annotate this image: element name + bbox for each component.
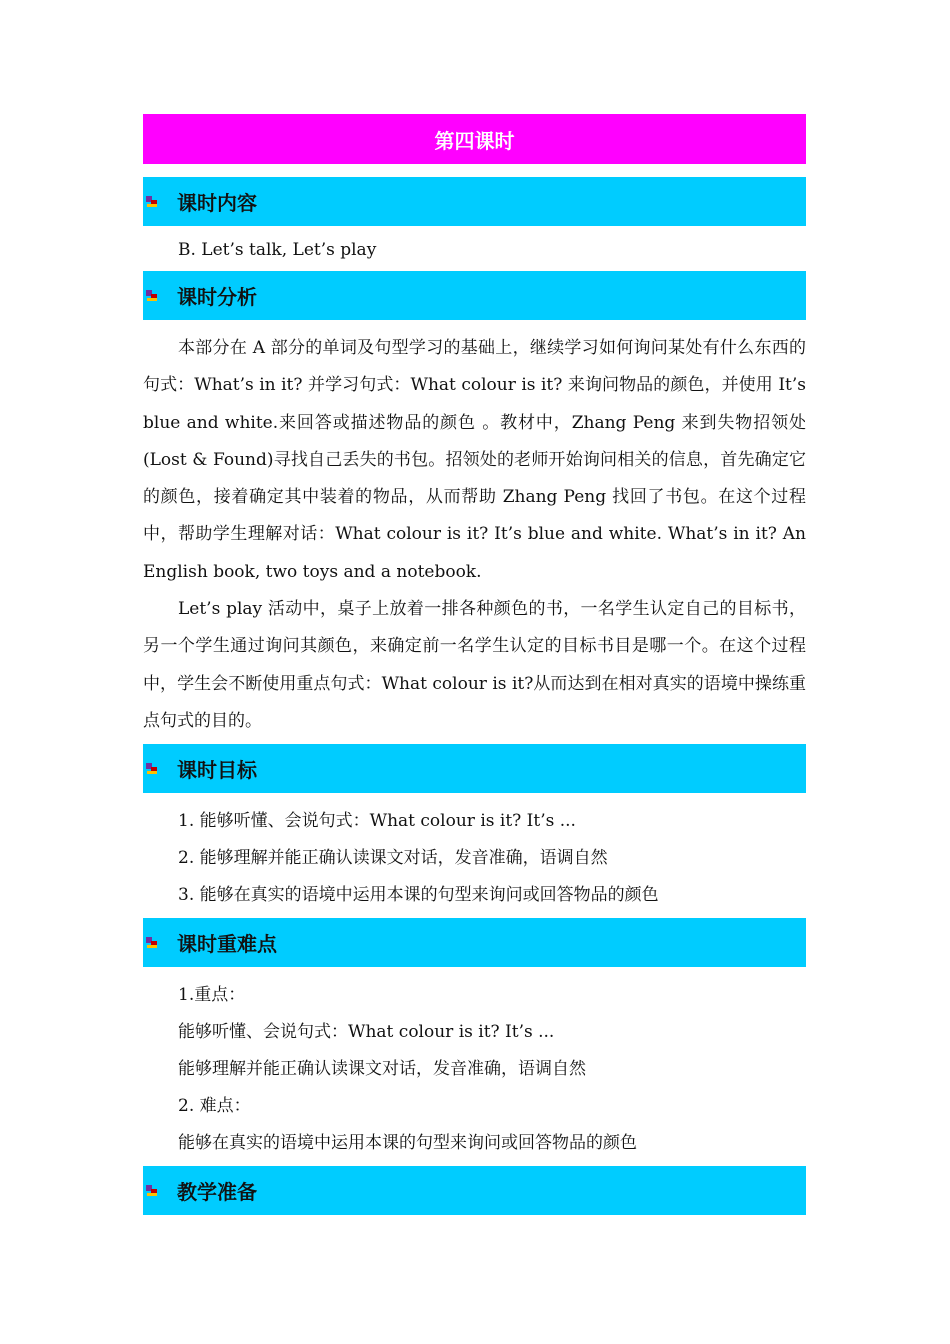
analysis-paragraph: Let’s play 活动中，桌子上放着一排各种颜色的书，一名学生认定自己的目标书，另一个学生通过询问其颜色，来确定前一名学生认定的目标书目是哪一个。在这个过程中，学生会不断使用重点句式：What colour is it?从而达到在相对真实的语境中操练重点句式的目的。: [143, 599, 806, 731]
section-body-goals: [143, 793, 806, 918]
section-heading-preparation: [143, 1166, 806, 1215]
lesson-title: 第四课时: [143, 114, 806, 164]
section-body-content: [143, 226, 806, 271]
section-heading-label: 课时重难点: [177, 932, 277, 957]
section-heading-content: [143, 177, 806, 226]
lesson-plan-page: [143, 114, 806, 1215]
bullet-icon: [145, 195, 159, 209]
bullet-icon: [145, 936, 159, 950]
section-heading-goals: [143, 744, 806, 793]
section-heading-key-points: [143, 918, 806, 967]
content-line: B. Let’s talk, Let’s play: [178, 240, 377, 260]
bullet-icon: [145, 1184, 159, 1198]
key-point-line: 能够听懂、会说句式：What colour is it? It’s ...: [178, 1022, 555, 1043]
section-heading-label: 课时分析: [177, 285, 257, 309]
goal-item: 3. 能够在真实的语境中运用本课的句型来询问或回答物品的颜色: [178, 885, 659, 906]
key-point-line: 1.重点：: [178, 985, 246, 1006]
section-heading-analysis: [143, 271, 806, 320]
section-heading-label: 课时内容: [177, 191, 257, 215]
goal-item: 1. 能够听懂、会说句式：What colour is it? It’s ...: [178, 811, 576, 832]
goal-item: 2. 能够理解并能正确认读课文对话，发音准确，语调自然: [178, 848, 608, 869]
analysis-paragraph: 本部分在 A 部分的单词及句型学习的基础上，继续学习如何询问某处有什么东西的句式：What’s in it? 并学习句式：What colour is it? 来询问物品的颜色，并使用 It’s blue and white.来回答或描述物品的颜色 。教材中，Zhang Peng 来到失物招领处(Lost & Found)寻找自己丢失的书包。招领处的老师开始询问相关的信息，首先确定它的颜色，接着确定其中装着的物品，从而帮助 Zhang Peng 找回了书包。在这个过程中，帮助学生理解对话：What colour is it? It’s blue and white. What’s in it? An English book, two toys and a notebook.: [143, 338, 806, 582]
section-body-key-points: [143, 967, 806, 1166]
key-point-line: 能够理解并能正确认读课文对话，发音准确，语调自然: [178, 1059, 586, 1080]
bullet-icon: [145, 762, 159, 776]
section-heading-label: 课时目标: [177, 758, 257, 783]
section-heading-label: 教学准备: [177, 1180, 257, 1205]
key-point-line: 能够在真实的语境中运用本课的句型来询问或回答物品的颜色: [178, 1133, 637, 1154]
section-body-analysis: [143, 320, 806, 744]
key-point-line: 2. 难点：: [178, 1096, 251, 1117]
bullet-icon: [145, 289, 159, 303]
